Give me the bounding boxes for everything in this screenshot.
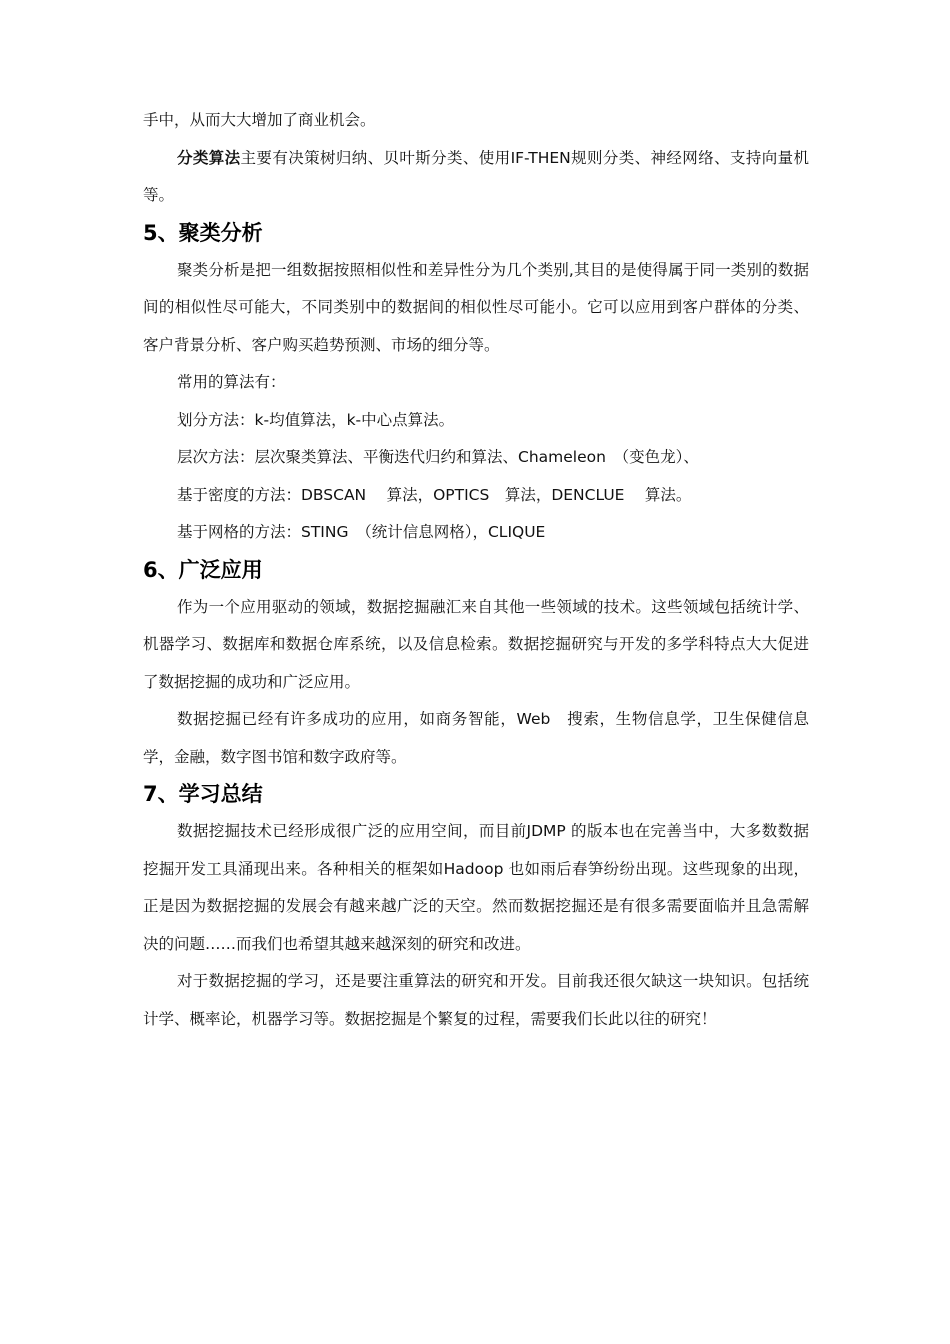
line-common-algorithms: 常用的算法有： [177, 373, 286, 391]
document-body [143, 102, 809, 1038]
classification-text: 主要有决策树归纳、贝叶斯分类、使用IF-THEN规则分类、神经网络、支持向量机等。 [143, 148, 809, 204]
paragraph-applications-1: 作为一个应用驱动的领域，数据挖掘融汇来自其他一些领域的技术。这些领域包括统计学、机器学习、数据库和数据仓库系统，以及信息检索。数据挖掘研究与开发的多学科特点大大促进了数据挖掘的成功和广泛应用。 [143, 597, 809, 691]
heading-summary: 7、学习总结 [143, 782, 263, 806]
paragraph-clustering: 聚类分析是把一组数据按照相似性和差异性分为几个类别,其目的是使得属于同一类别的数据间的相似性尽可能大，不同类别中的数据间的相似性尽可能小。它可以应用到客户群体的分类、客户背景分析、客户购买趋势预测、市场的细分等。 [143, 260, 809, 354]
line-grid-methods: 基于网格的方法：STING （统计信息网格），CLIQUE [177, 523, 546, 541]
paragraph-intro-end: 手中，从而大大增加了商业机会。 [143, 111, 376, 129]
paragraph-summary-2: 对于数据挖掘的学习，还是要注重算法的研究和开发。目前我还很欠缺这一块知识。包括统计学、概率论，机器学习等。数据挖掘是个繁复的过程，需要我们长此以往的研究！ [143, 972, 809, 1028]
paragraph-classification [143, 140, 809, 215]
heading-applications: 6、广泛应用 [143, 557, 263, 582]
heading-clustering: 5、聚类分析 [143, 220, 263, 245]
classification-term: 分类算法 [177, 148, 241, 167]
paragraph-applications-2: 数据挖掘已经有许多成功的应用，如商务智能，Web 搜索，生物信息学，卫生保健信息学，金融，数字图书馆和数字政府等。 [143, 710, 809, 766]
paragraph-summary-1: 数据挖掘技术已经形成很广泛的应用空间，而目前JDMP 的版本也在完善当中，大多数数据挖掘开发工具涌现出来。各种相关的框架如Hadoop 也如雨后春笋纷纷出现。这些现象的出现，正是因为数据挖掘的发展会有越来越广泛的天空。然而数据挖掘还是有很多需要面临并且急需解决的问题……而我们也希望其越来越深刻的研究和改进。 [143, 822, 809, 953]
line-hierarchical-methods: 层次方法：层次聚类算法、平衡迭代归约和算法、Chameleon （变色龙）、 [177, 448, 699, 466]
line-partition-methods: 划分方法：k-均值算法，k-中心点算法。 [177, 410, 455, 429]
line-density-methods: 基于密度的方法：DBSCAN 算法，OPTICS 算法，DENCLUE 算法。 [177, 485, 692, 504]
